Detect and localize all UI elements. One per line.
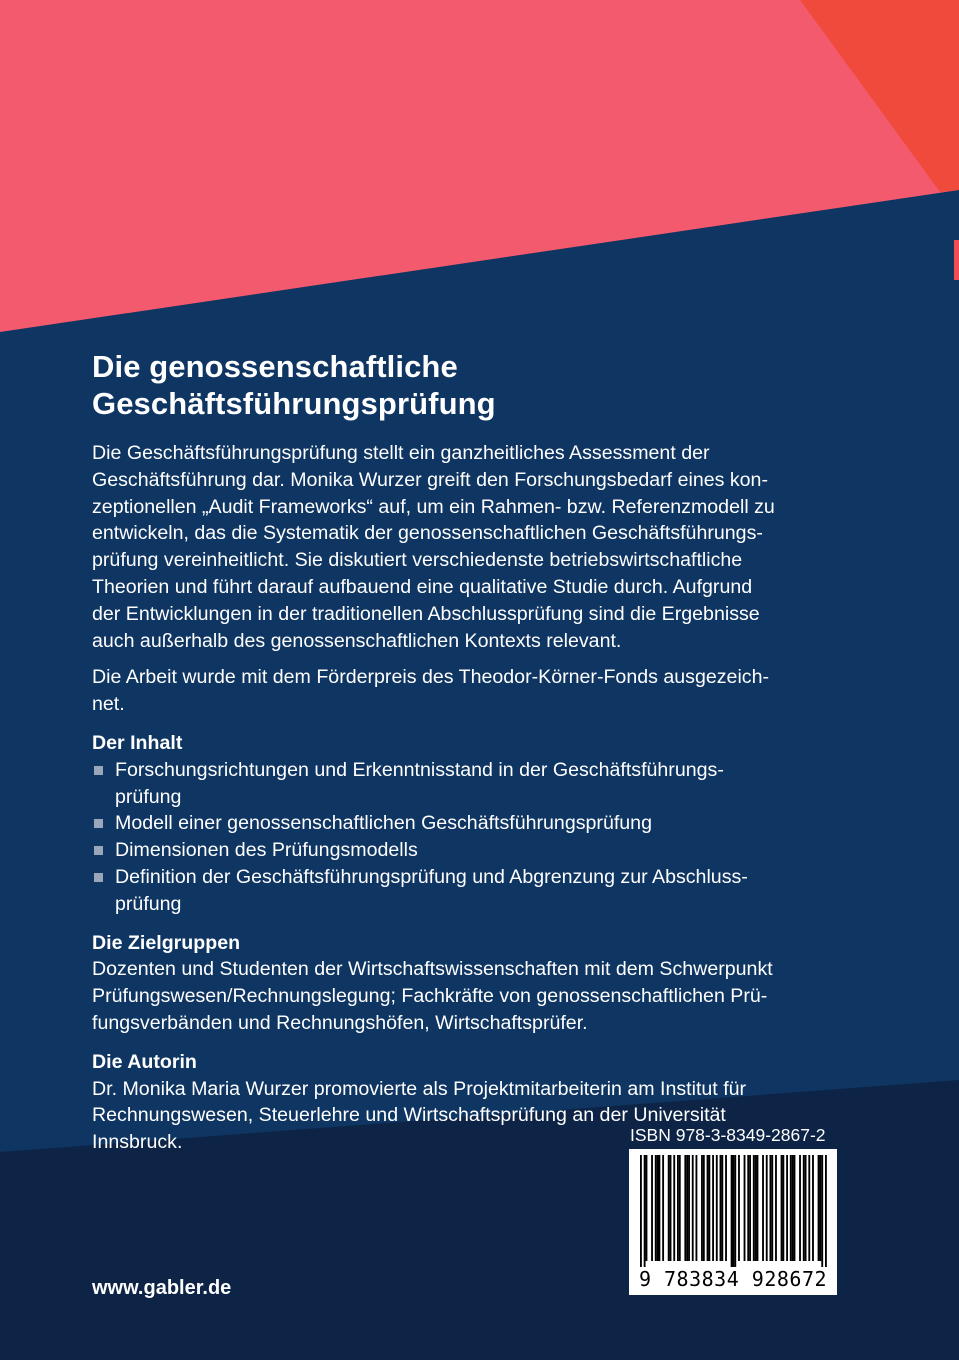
book-title-line-2: Geschäftsführungsprüfung bbox=[92, 386, 496, 421]
barcode-bar bbox=[790, 1155, 792, 1261]
barcode-bar bbox=[803, 1155, 805, 1261]
book-title-line-1: Die genossenschaftliche bbox=[92, 349, 458, 384]
audience-line: Prüfungswesen/Rechnungslegung; Fachkräfte von genossenschaftlichen Prü- bbox=[92, 985, 768, 1008]
barcode-bar bbox=[812, 1155, 814, 1261]
barcode-bar bbox=[703, 1155, 705, 1261]
barcode-bar bbox=[725, 1155, 727, 1261]
square-bullet-icon bbox=[94, 873, 103, 882]
list-item bbox=[92, 837, 882, 864]
square-bullet-icon bbox=[94, 766, 103, 775]
list-item-line: Dimensionen des Prüfungsmodells bbox=[115, 839, 418, 862]
intro-line: zeptionellen „Audit Frameworks“ auf, um ein Rahmen- bzw. Referenzmodell zu bbox=[92, 495, 775, 518]
barcode-bar bbox=[731, 1155, 733, 1267]
barcode-bar bbox=[688, 1155, 690, 1261]
barcode-bar bbox=[673, 1155, 675, 1261]
book-title bbox=[92, 348, 882, 422]
cover-text bbox=[92, 348, 882, 1166]
publisher-website: www.gabler.de bbox=[92, 1277, 232, 1299]
barcode-bar bbox=[766, 1155, 768, 1261]
barcode-bar bbox=[770, 1155, 772, 1261]
barcode-bar bbox=[819, 1155, 821, 1261]
author-line: Dr. Monika Maria Wurzer promovierte als Projektmitarbeiterin am Institut für bbox=[92, 1077, 747, 1100]
list-item-line: Forschungsrichtungen und Erkenntnisstand in der Geschäftsführungs- bbox=[115, 758, 724, 781]
barcode-bar bbox=[721, 1155, 723, 1261]
barcode-bar bbox=[640, 1155, 642, 1267]
barcode-bar bbox=[644, 1155, 646, 1267]
barcode-bar bbox=[670, 1155, 672, 1261]
barcode-bar bbox=[762, 1155, 764, 1261]
barcode bbox=[629, 1149, 837, 1295]
barcode-bar bbox=[799, 1155, 801, 1261]
list-item-line: prüfung bbox=[115, 785, 182, 808]
contents-list bbox=[92, 757, 882, 918]
barcode-bar bbox=[651, 1155, 653, 1261]
barcode-bar bbox=[782, 1155, 784, 1261]
award-line: net. bbox=[92, 693, 125, 716]
barcode-bar bbox=[696, 1155, 698, 1261]
intro-line: prüfung vereinheitlicht. Sie diskutiert verschiedenste betriebswirtschaftliche bbox=[92, 549, 743, 572]
barcode-bar bbox=[707, 1155, 709, 1261]
intro-line: auch außerhalb des genossenschaftlichen Kontexts relevant. bbox=[92, 629, 622, 652]
intro-paragraph bbox=[92, 440, 882, 654]
barcode-bar bbox=[794, 1155, 796, 1261]
barcode-bar bbox=[753, 1155, 755, 1261]
barcode-bar bbox=[749, 1155, 751, 1261]
barcode-bar bbox=[720, 1155, 722, 1261]
barcode-bar bbox=[686, 1155, 688, 1261]
barcode-bar bbox=[821, 1155, 823, 1267]
list-item-line: prüfung bbox=[115, 892, 182, 915]
audience-line: fungsverbänden und Rechnungshöfen, Wirtschaftsprüfer. bbox=[92, 1011, 588, 1034]
author-line: Innsbruck. bbox=[92, 1131, 183, 1154]
barcode-bar bbox=[738, 1155, 740, 1261]
barcode-bar bbox=[771, 1155, 773, 1261]
list-item-line: Definition der Geschäftsführungsprüfung und Abgrenzung zur Abschluss- bbox=[115, 865, 748, 888]
barcode-bar bbox=[733, 1155, 735, 1267]
list-item-line: Modell einer genossenschaftlichen Geschäftsführungsprüfung bbox=[115, 812, 652, 835]
edge-mark bbox=[954, 240, 959, 280]
barcode-bar bbox=[659, 1155, 661, 1261]
list-item bbox=[92, 810, 882, 837]
intro-line: entwickeln, das die Systematik der genossenschaftlichen Geschäftsführungs- bbox=[92, 522, 763, 545]
barcode-bar bbox=[662, 1155, 664, 1261]
list-item bbox=[92, 864, 882, 918]
barcode-bar bbox=[747, 1155, 749, 1261]
barcode-bar bbox=[679, 1155, 681, 1261]
barcode-bar bbox=[716, 1155, 718, 1261]
barcode-bar bbox=[655, 1155, 657, 1261]
barcode-bar bbox=[786, 1155, 788, 1261]
barcode-bar bbox=[684, 1155, 686, 1261]
audience-line: Dozenten und Studenten der Wirtschaftswissenschaften mit dem Schwerpunkt bbox=[92, 958, 773, 981]
barcode-bar bbox=[825, 1155, 827, 1267]
intro-line: der Entwicklungen in der traditionellen Abschlussprüfung sind die Ergebnisse bbox=[92, 602, 760, 625]
square-bullet-icon bbox=[94, 846, 103, 855]
barcode-bar bbox=[646, 1155, 648, 1261]
intro-line: Geschäftsführung dar. Monika Wurzer greift den Forschungsbedarf eines kon- bbox=[92, 468, 768, 491]
barcode-bar bbox=[734, 1155, 736, 1267]
barcode-bar bbox=[775, 1155, 777, 1261]
barcode-bar bbox=[818, 1155, 820, 1261]
audience-paragraph bbox=[92, 956, 882, 1036]
barcode-bar bbox=[808, 1155, 810, 1261]
barcode-bar bbox=[781, 1155, 783, 1261]
barcode-bar bbox=[755, 1155, 757, 1261]
barcode-bar bbox=[668, 1155, 670, 1261]
isbn-label: ISBN 978-3-8349-2867-2 bbox=[630, 1125, 826, 1145]
contents-heading: Der Inhalt bbox=[92, 731, 183, 754]
square-bullet-icon bbox=[94, 819, 103, 828]
barcode-bar bbox=[805, 1155, 807, 1261]
barcode-bar bbox=[692, 1155, 694, 1261]
author-heading: Die Autorin bbox=[92, 1050, 197, 1073]
barcode-bar bbox=[708, 1155, 710, 1261]
intro-line: Theorien und führt darauf aufbauend eine qualitative Studie durch. Aufgrund bbox=[92, 575, 753, 598]
barcode-bar bbox=[701, 1155, 703, 1261]
barcode-bar bbox=[677, 1155, 679, 1261]
award-line: Die Arbeit wurde mit dem Förderpreis des Theodor-Körner-Fonds ausgezeich- bbox=[92, 666, 770, 689]
barcode-digits: 9 783834 928672 bbox=[638, 1267, 828, 1291]
barcode-bar bbox=[757, 1155, 759, 1261]
barcode-bar bbox=[712, 1155, 714, 1261]
barcode-bar bbox=[744, 1155, 746, 1261]
barcode-bar bbox=[792, 1155, 794, 1261]
audience-heading: Die Zielgruppen bbox=[92, 931, 241, 954]
award-paragraph bbox=[92, 664, 882, 718]
intro-line: Die Geschäftsführungsprüfung stellt ein ganzheitliches Assessment der bbox=[92, 442, 710, 464]
barcode-bar bbox=[657, 1155, 659, 1261]
list-item bbox=[92, 757, 882, 811]
author-line: Rechnungswesen, Steuerlehre und Wirtschaftsprüfung an der Universität bbox=[92, 1104, 726, 1127]
